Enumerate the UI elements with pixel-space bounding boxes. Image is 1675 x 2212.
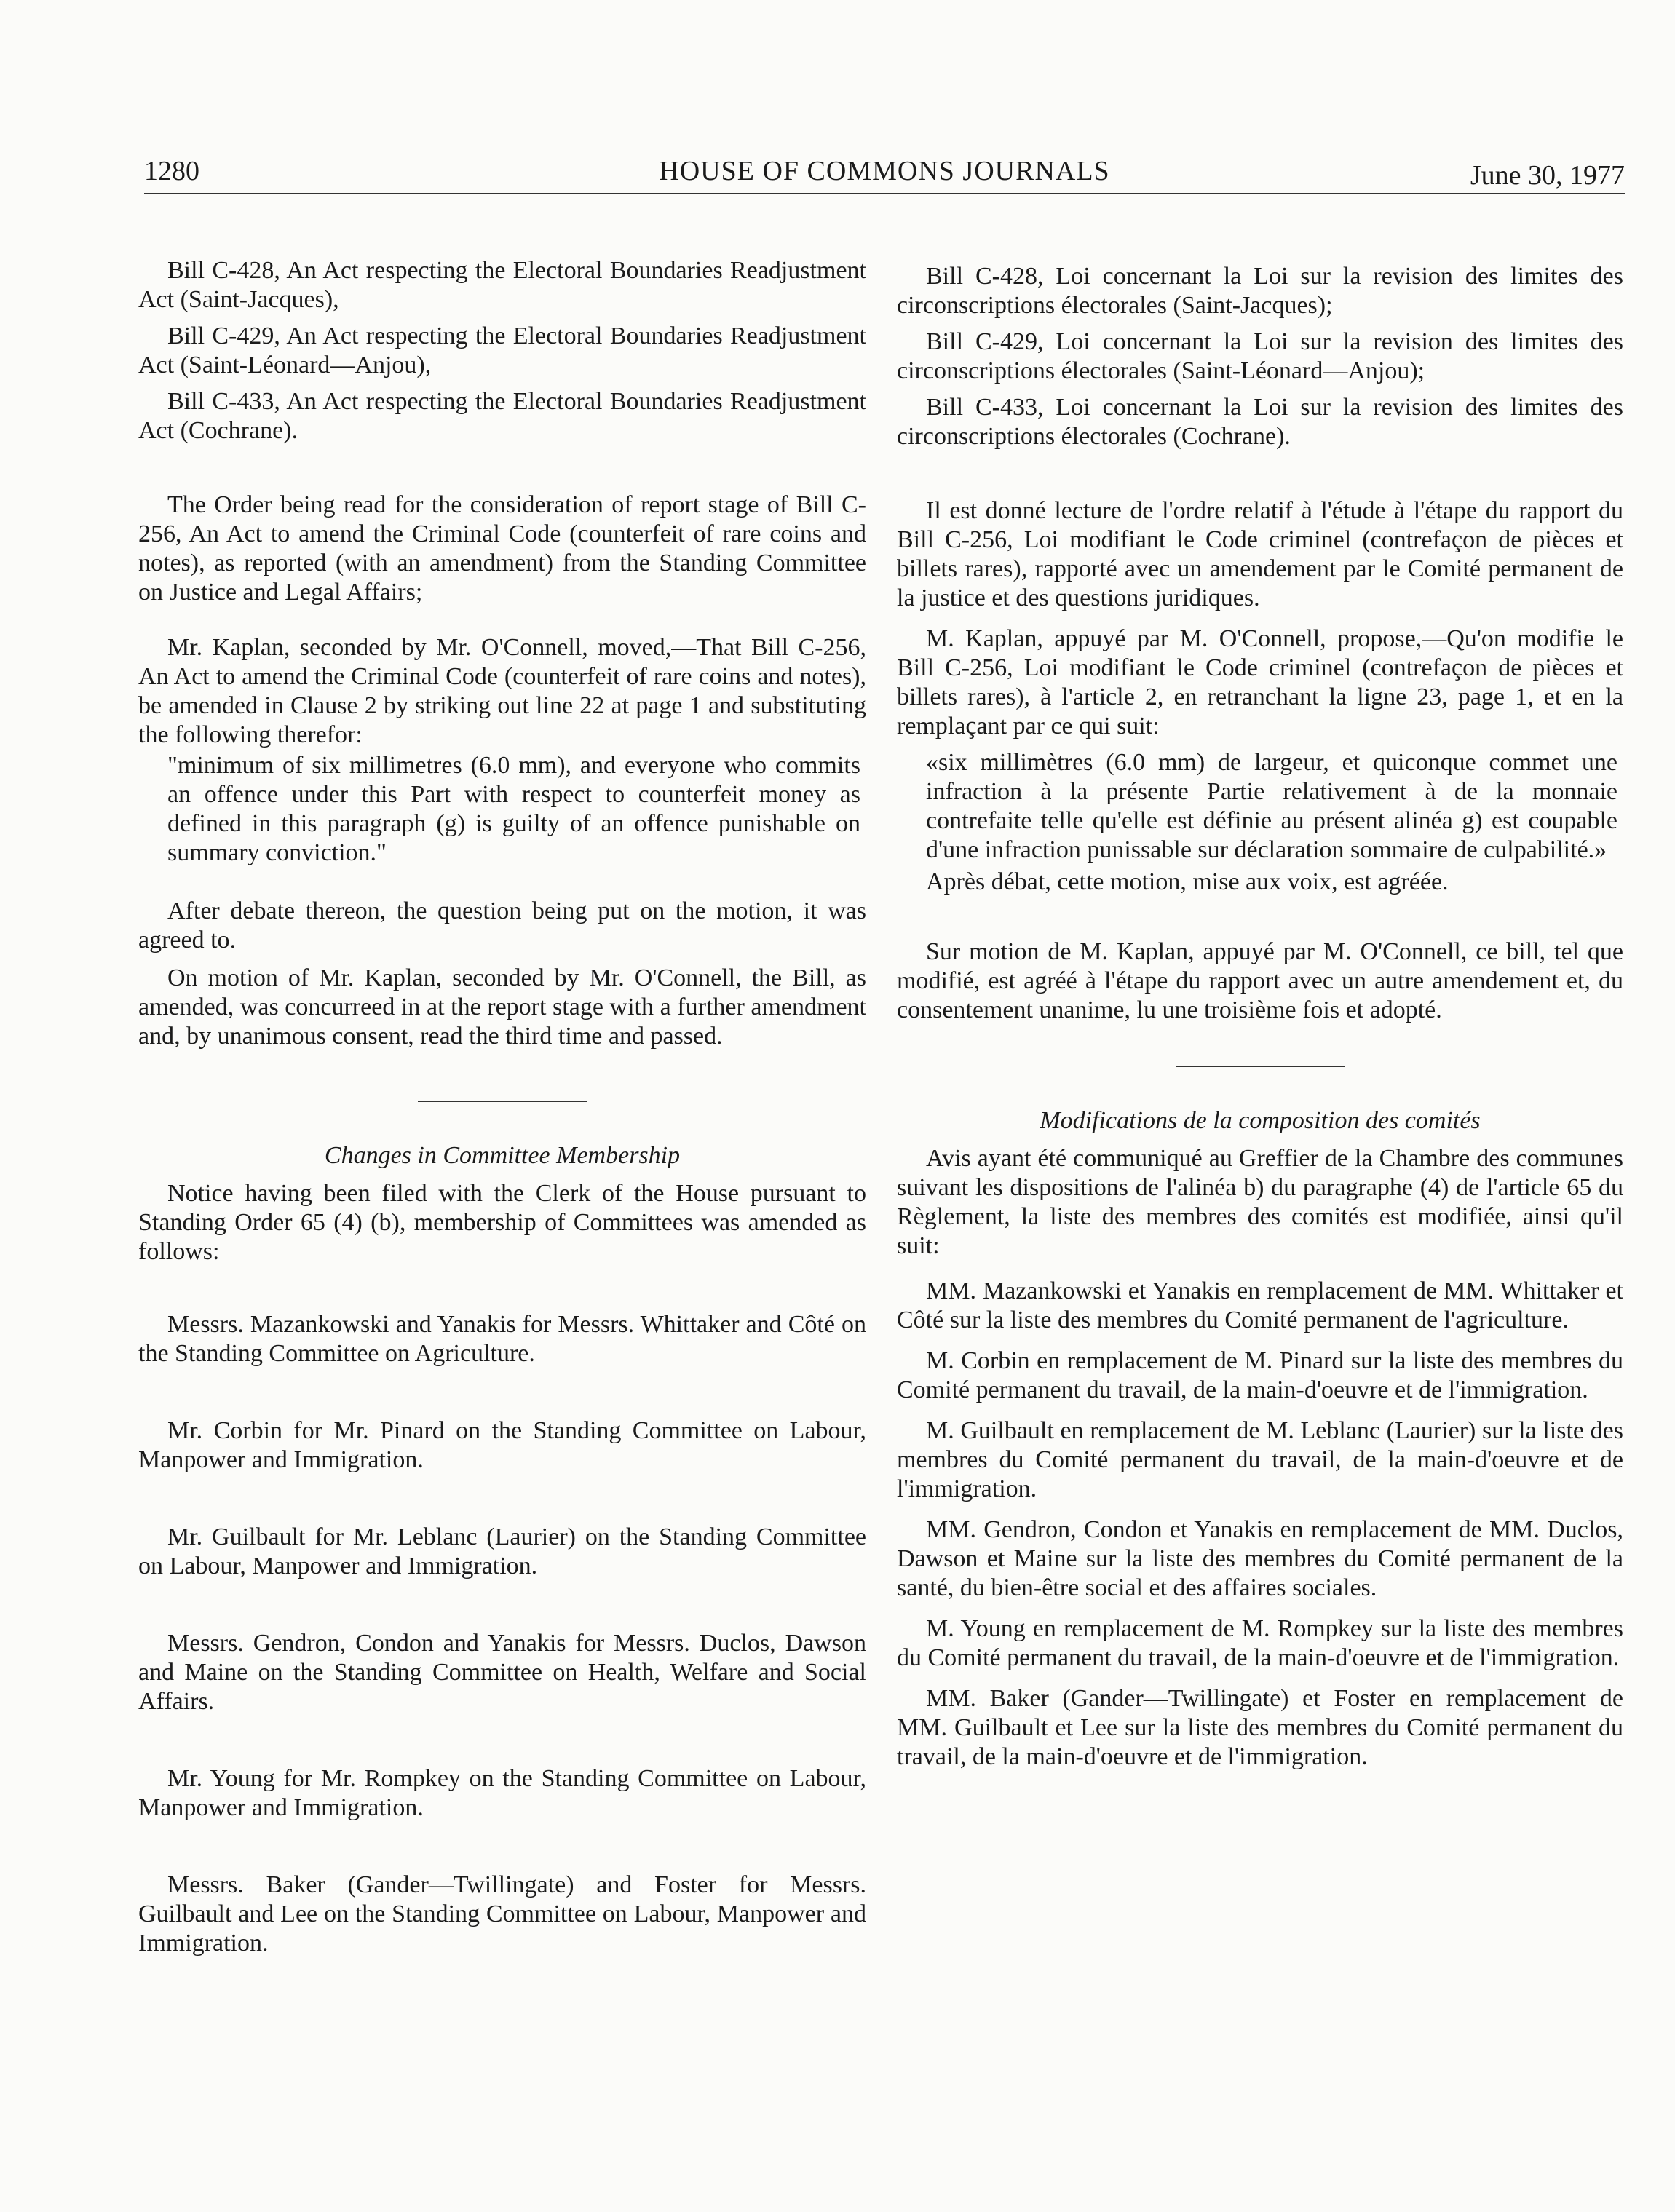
journal-date: June 30, 1977 bbox=[1470, 160, 1625, 191]
membership-change: Messrs. Baker (Gander—Twillingate) and Foster for Messrs. Guilbault and Lee on the Standing Committee on Labour, Manpower and Immigration. bbox=[138, 1871, 866, 1957]
section-divider bbox=[418, 1101, 587, 1102]
bill-entry: Bill C-429, An Act respecting the Electoral Boundaries Readjustment Act (Saint-Léonard—Anjou), bbox=[138, 322, 866, 378]
membership-change: Mr. Young for Mr. Rompkey on the Standing Committee on Labour, Manpower and Immigration. bbox=[138, 1765, 866, 1821]
section-heading: Modifications de la composition des comités bbox=[1040, 1107, 1481, 1134]
membership-change: Mr. Guilbault for Mr. Leblanc (Laurier) on the Standing Committee on Labour, Manpower and Immigration. bbox=[138, 1523, 866, 1579]
journal-title: HOUSE OF COMMONS JOURNALS bbox=[659, 156, 1110, 186]
english-column bbox=[138, 256, 866, 1958]
motion-paragraph: M. Kaplan, appuyé par M. O'Connell, propose,—Qu'on modifie le Bill C-256, Loi modifiant le Code criminel (contrefaçon de pièces et billets rares), à l'article 2, en retranchant la ligne 23, page 1, et en la remplaçant par ce qui suit: bbox=[897, 625, 1623, 740]
on-motion-paragraph: Sur motion de M. Kaplan, appuyé par M. O'Connell, ce bill, tel que modifié, est agréé à l'étape du rapport avec un autre amendement et, du consentement unanime, lu une troisième fois et adopté. bbox=[897, 938, 1623, 1023]
notice-paragraph: Notice having been filed with the Clerk of the House pursuant to Standing Order 65 (4) (b), membership of Committees was amended as follows: bbox=[138, 1180, 866, 1265]
bill-entry: Bill C-428, Loi concernant la Loi sur la revision des limites des circonscriptions électorales (Saint-Jacques); bbox=[897, 263, 1623, 319]
section-divider bbox=[1176, 1066, 1345, 1067]
membership-change: Messrs. Mazankowski and Yanakis for Messrs. Whittaker and Côté on the Standing Committee on Agriculture. bbox=[138, 1311, 866, 1367]
after-debate-paragraph: After debate thereon, the question being put on the motion, it was agreed to. bbox=[138, 897, 866, 954]
membership-change: Mr. Corbin for Mr. Pinard on the Standing Committee on Labour, Manpower and Immigration. bbox=[138, 1417, 866, 1473]
notice-paragraph: Avis ayant été communiqué au Greffier de la Chambre des communes suivant les dispositions de l'alinéa b) du paragraphe (4) de l'article 65 du Règlement, la liste des membres des comités est modifiée, ainsi qu'il suit: bbox=[897, 1145, 1623, 1259]
after-debate-paragraph: Après débat, cette motion, mise aux voix, est agréée. bbox=[926, 868, 1449, 895]
amendment-quote: «six millimètres (6.0 mm) de largeur, et quiconque commet une infraction à la présente Partie relativement à de la monnaie contrefaite telle qu'elle est définie au présent alinéa g) est coupable d'une infraction punissable sur déclaration sommaire de culpabilité.» bbox=[926, 749, 1617, 863]
membership-change: MM. Gendron, Condon et Yanakis en remplacement de MM. Duclos, Dawson et Maine sur la liste des membres du Comité permanent de la santé, du bien-être social et des affaires sociales. bbox=[897, 1516, 1623, 1601]
bill-entry: Bill C-433, An Act respecting the Electoral Boundaries Readjustment Act (Cochrane). bbox=[138, 388, 866, 444]
membership-change: M. Guilbault en remplacement de M. Leblanc (Laurier) sur la liste des membres du Comité permanent du travail, de la main-d'oeuvre et de l'immigration. bbox=[897, 1417, 1623, 1502]
membership-change: MM. Baker (Gander—Twillingate) et Foster en remplacement de MM. Guilbault et Lee sur la liste des membres du Comité permanent du travail, de la main-d'oeuvre et de l'immigration. bbox=[897, 1685, 1623, 1770]
membership-change: M. Young en remplacement de M. Rompkey sur la liste des membres du Comité permanent du travail, de la main-d'oeuvre et de l'immigration. bbox=[897, 1615, 1623, 1671]
order-read-paragraph: Il est donné lecture de l'ordre relatif à l'étude à l'étape du rapport du Bill C-256, Loi modifiant le Code criminel (contrefaçon de pièces et billets rares), rapporté avec un amendement par le Comité permanent de la justice et des questions juridiques. bbox=[897, 497, 1623, 611]
on-motion-paragraph: On motion of Mr. Kaplan, seconded by Mr. O'Connell, the Bill, as amended, was concurreed in at the report stage with a further amendment and, by unanimous consent, read the third time and passed. bbox=[138, 964, 866, 1050]
order-read-paragraph: The Order being read for the consideration of report stage of Bill C-256, An Act to amend the Criminal Code (counterfeit of rare coins and notes), as reported (with an amendment) from the Standing Committee on Justice and Legal Affairs; bbox=[138, 491, 866, 606]
page-number: 1280 bbox=[144, 156, 199, 186]
section-heading: Changes in Committee Membership bbox=[324, 1142, 681, 1169]
membership-change: MM. Mazankowski et Yanakis en remplacement de MM. Whittaker et Côté sur la liste des membres du Comité permanent de l'agriculture. bbox=[897, 1277, 1623, 1333]
bill-entry: Bill C-428, An Act respecting the Electoral Boundaries Readjustment Act (Saint-Jacques), bbox=[138, 257, 866, 313]
bill-entry: Bill C-433, Loi concernant la Loi sur la revision des limites des circonscriptions électorales (Cochrane). bbox=[897, 394, 1623, 450]
membership-change: Messrs. Gendron, Condon and Yanakis for Messrs. Duclos, Dawson and Maine on the Standing Committee on Health, Welfare and Social Affairs. bbox=[138, 1630, 866, 1715]
motion-paragraph: Mr. Kaplan, seconded by Mr. O'Connell, moved,—That Bill C-256, An Act to amend the Criminal Code (counterfeit of rare coins and notes), be amended in Clause 2 by striking out line 22 at page 1 and substituting the following therefor: bbox=[138, 634, 866, 748]
membership-change: M. Corbin en remplacement de M. Pinard sur la liste des membres du Comité permanent du travail, de la main-d'oeuvre et de l'immigration. bbox=[897, 1347, 1623, 1403]
page-header bbox=[144, 149, 1625, 194]
bill-entry: Bill C-429, Loi concernant la Loi sur la revision des limites des circonscriptions électorales (Saint-Léonard—Anjou); bbox=[897, 328, 1623, 384]
amendment-quote: "minimum of six millimetres (6.0 mm), and everyone who commits an offence under this Part with respect to counterfeit money as defined in this paragraph (g) is guilty of an offence punishable on summary conviction." bbox=[167, 752, 860, 866]
french-column bbox=[897, 262, 1623, 1772]
